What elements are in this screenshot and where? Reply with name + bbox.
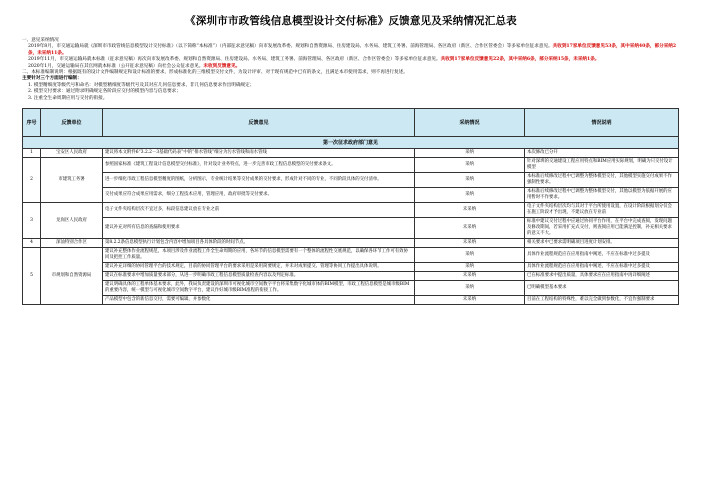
cell-note: 已明确模型基本要求 [525,281,679,296]
cell-unit: 龙岗区人民政府 [41,203,103,239]
cell-adoption: 采纳 [415,263,525,272]
intro-heading-explanation: 二、本标准编制说明：根据既有的设计文件编制规定和设计标准的要求，形成标准化的三维模型交付文件，为设计评审、对于现有规范中已有的条文，且满足本市使用需求，则不再进行复述。 [22,70,408,76]
section-title: 第一次征求政府部门意见 [23,137,679,149]
cell-adoption: 未采纳 [415,272,525,281]
cell-feedback: 建议补充对所有信息的查漏和使用要求 [103,218,415,239]
cell-note: 本次修改已分开 [525,149,679,158]
cell-feedback: 产品模型中包含的新信息交付，需要可编辑，并参数化 [103,296,415,305]
cell-adoption: 未采纳 [415,296,525,305]
intro-list-item: 1. 模型精细度等级代号和命名：对模型精细度等级代号及其对应几何信息要求、非几何信息要求作出明确规定； [28,82,255,88]
cell-feedback: 建议将本文附件6“3.2.2－3基础代码表”中的“排水管线”细分为污水管线和雨水管线 [103,149,415,158]
cell-note: 本标准后续修改过程中已调整为整体模型交付，其他模型实施交付成果不作强制性要求。 [525,173,679,188]
intro-highlight-3: 未收到反馈意见。 [203,63,241,69]
cell-unit: 深汕特别合作区 [41,239,103,248]
cell-adoption: 采纳 [415,173,525,188]
cell-feedback: 参照国家标准《建筑工程设计信息模型交付标准》，针对设计业务特点，进一步完善市政工程信息模型的交付要求条文。 [103,158,415,173]
cell-seq: 1 [23,149,41,158]
header-adoption: 采纳情况 [415,109,525,137]
cell-note: 针对深圳的交通建设工程应用特点和BIM应用实际规划，明确为只交付设计模型 [525,158,679,173]
intro-paragraph-2: 2019年11月，市交通运输局就本标准（征求意见稿）再次向市发展改革委、规划和自然资源局、住房建设局、水务局、建筑工务署、前海管理局、各区政府（新区、合作区管委会）等多家单位征求意见。共收到17家单位反馈意见22条，其中采纳6条，部分采纳15条，未采纳1条。 [28,57,600,63]
cell-seq: 2 [23,158,41,203]
cell-adoption: 未采纳 [415,203,525,218]
cell-note: 标准中建议交付过程中应通过协同平台作用，在平台中完成查阅，发现问题及修改期间，若采用扩充式交付，则查阅应用已能满足控制，补充相关要求的意义不大。 [525,218,679,239]
section-row [23,137,679,149]
cell-adoption: 采纳 [415,158,525,173]
cell-unit: 市规划和自然资源局 [41,248,103,305]
cell-note: 电子文件夹结构层次均与其对于平台所使用设置，在设计阶段根据划分仅会在施工阶段才予出现，不建议放在专业前 [525,203,679,218]
intro-highlight-1: 共收到17家单位反馈意见53条，其中采纳40条，部分采纳2条，未采纳11条。 [28,44,677,56]
cell-seq: 3 [23,203,41,239]
cell-feedback: 进一步细化市政工程信息模型精度的图纸，分析图示，专业统计结果等交付成果的交付要求，形成针对不同的专业，不同阶段具体的交付清单。 [103,173,415,188]
cell-seq: 4 [23,239,41,248]
header-note: 情况说明 [525,109,679,137]
table-header-row [23,109,679,137]
cell-adoption: 采纳 [415,248,525,263]
intro-list-item: 3. 注重全生命周期应用与交付的衔接。 [28,95,108,101]
cell-note: 具体作业流程规范应在应用指南中阐述，不应在标准中过多提及 [525,248,679,263]
table-row [23,149,679,158]
cell-feedback: 建议明确具体的工程单体基本要求，此外，我局负责建设的深圳市可视化城市空间数字平台将采集数字化城市体的BIM模型，市政工程信息模型是城市级BIM的重要内容，统一模型与可视化城市空间数字平台，建议作好城市级BIM准程的衔接工作。 [103,281,415,296]
cell-note: 具体作业流程规范应在应用指南中阐述，不应在标准中过多提及 [525,263,679,272]
cell-feedback: 交付成果应符合成果应用需求，细分工程技术应用，管理应用，政府审批等交付要求。 [103,188,415,203]
cell-feedback: 建议在标准要求中增加质量要求部分，从进一步明确市政工程信息模型质量检查内容以及判定标准。 [103,272,415,281]
cell-unit: 市建筑工务署 [41,158,103,203]
header-seq: 序号 [23,109,41,137]
table-row [23,203,679,218]
cell-feedback: 第8.2.2条信息模型执行计划包含内容中增加项目各具体阶段的时间节点。 [103,239,415,248]
intro-heading-adoption: 一、意见采纳情况 [22,38,59,43]
cell-seq: 5 [23,248,41,305]
table-row [23,239,679,248]
document [22,10,680,305]
table-row [23,173,679,188]
intro-list-item: 2. 模型交付要求：通过附录明确规定各阶段应交付的模型内容与信息要求； [28,89,181,95]
intro-section [22,38,680,102]
cell-adoption: 采纳 [415,281,525,296]
cell-adoption: 未采纳 [415,239,525,248]
table-row [23,158,679,173]
feedback-table [22,108,679,305]
intro-paragraph-1: 2019年8月，市交通运输局就《深圳市市政管线信息模型设计交付标准》（以下简称“本标准”）（内部征求意见稿）向市发展改革委、规划和自然资源局、住房建设局、水务局、建筑工务署、前海管理局、各区政府（新区、合作区管委会）等多家单位征求意见。共收到17家单位反馈意见53条，其中采纳40条，部分采纳2条，未采纳11条。 [28,44,677,56]
table-row [23,218,679,239]
cell-unit: 宝安区人民政府 [41,149,103,158]
cell-note: 相关要求中已要求需明确项目进度计划安排。 [525,239,679,248]
table-row [23,248,679,263]
cell-note: 本标准后续修改过程中已调整为整体模型交付，其他以模型为依据开展的应用暂时不作要求。 [525,188,679,203]
intro-paragraph-3: 2020年1月，交通运输局在其官网就本标准（公开征求意见稿）向社会公众征求意见。未收到反馈意见。 [28,63,241,69]
cell-note: 目前在工程结构的特殊性，难以完全做到参数化，不宜作强制要求 [525,296,679,305]
header-feedback: 反馈意见 [103,109,415,137]
intro-highlight-2: 共收到17家单位反馈意见22条，其中采纳6条，部分采纳15条，未采纳1条。 [440,57,600,63]
table-row [23,272,679,281]
table-row [23,281,679,296]
cell-adoption: 采纳 [415,149,525,158]
cell-feedback: 建议补充整体作业流程规范，本项目涉及作业流程工作全生命周期的应用，各环节的信息模型需要有一个整体的流程性交底规范，以确保各环节工作可有效协同及把控工作质量。 [103,248,415,263]
cell-adoption: 未采纳 [415,218,525,239]
table-row [23,188,679,203]
table-row [23,296,679,305]
intro-focus-heading: 主要针对三个方面进行编制： [22,76,82,82]
document-title: 《深圳市市政管线信息模型设计交付标准》反馈意见及采纳情况汇总表 [185,15,517,27]
cell-feedback: 建议补充详细的协同管理平台的技术规定，目前的协同管理平台的要求采用是采用简要规定，并未对成果提交、管理等协同工作提出具体说明。 [103,263,415,272]
table-row [23,263,679,272]
cell-feedback: 电子文件夹结构层次不宜过多，标段信息建议放在专业之前 [103,203,415,218]
header-unit: 反馈单位 [41,109,103,137]
cell-adoption: 采纳 [415,188,525,203]
cell-note: 已在标准要求中提出质量，具体要求应在应用指南中再详细阐述 [525,272,679,281]
